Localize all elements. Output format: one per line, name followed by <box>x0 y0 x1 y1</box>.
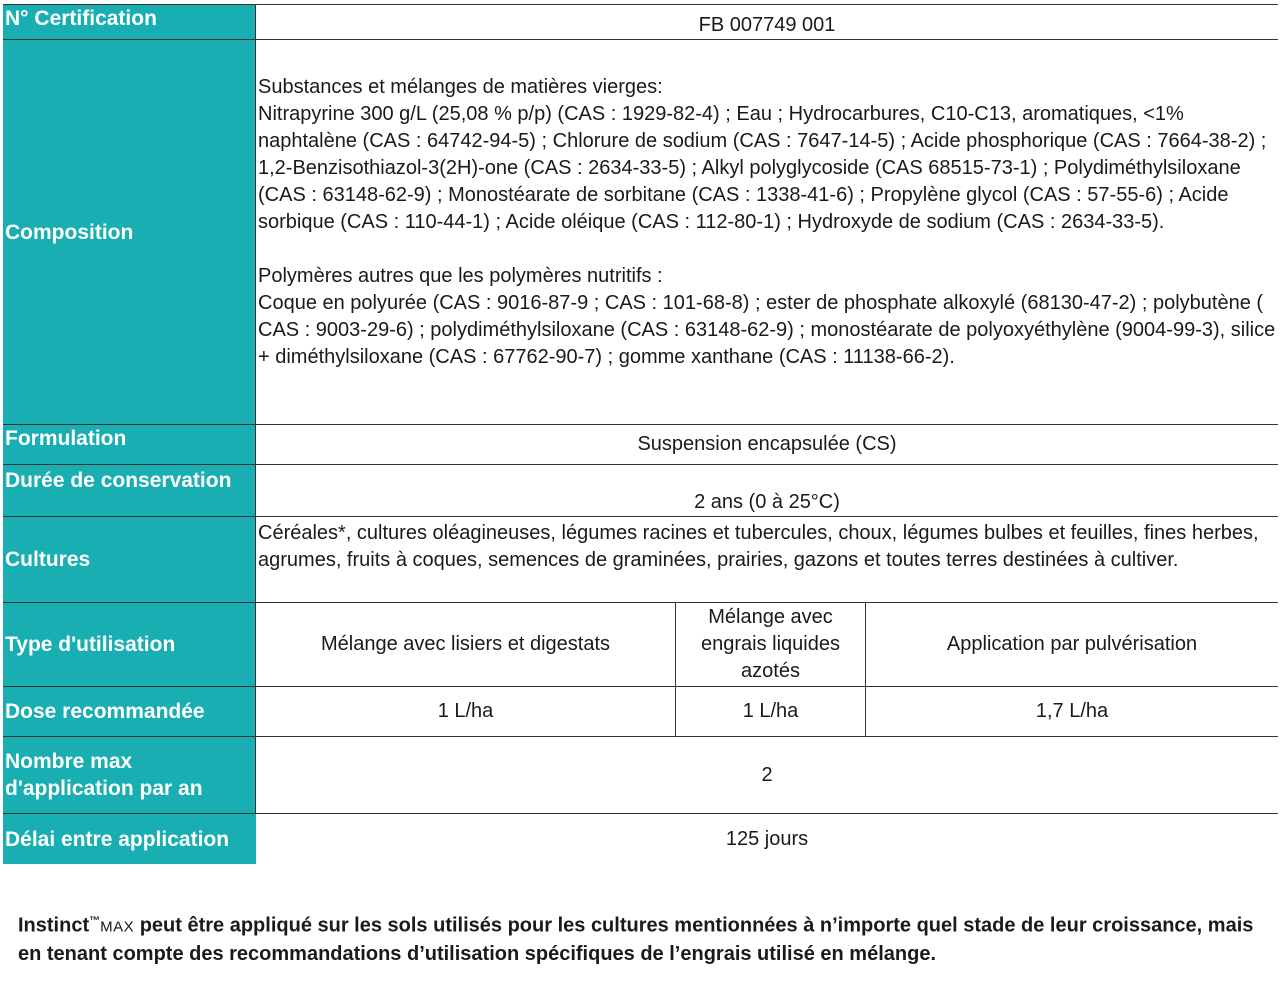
value-conservation: 2 ans (0 à 25°C) <box>694 491 840 513</box>
product-spec-table <box>3 4 1278 864</box>
usage-note <box>18 908 1268 968</box>
usage-col-liquid-fertilizer: Mélange avec engrais liquides azotés <box>676 603 866 686</box>
usage-col-spray: Application par pulvérisation <box>946 633 1198 655</box>
value-max-application: 2 <box>761 763 773 786</box>
composition-heading-polymers: Polymères autres que les polymères nutritifs : <box>258 265 663 287</box>
note-text: peut être appliqué sur les sols utilisés pour les cultures mentionnées à n’importe quel stade de leur croissance, mais en tenant compte des recommandations d’utilisation spécifiques de l’engrais utilisé en mélange. <box>18 914 1254 965</box>
dose-col-liquid-fertilizer: 1 L/ha <box>676 687 866 736</box>
label-usage: Type d'utilisation <box>3 603 256 686</box>
label-max-application: Nombre max d'application par an <box>3 737 256 813</box>
composition-virgin-list: Nitrapyrine 300 g/L (25,08 % p/p) (CAS : 1929-82-4) ; Eau ; Hydrocarbures, C10-C13, aromatiques, <1% naphtalène (CAS : 64742-94-5) ; Chlorure de sodium (CAS : 7647-14-5) ; Acide phosphorique (CAS : 7664-38-2) ; 1,2-Benzisothiazol-3(2H)-one (CAS : 2634-33-5) ; Alkyl polyglycoside (CAS 68515-73-1) ; Polydiméthylsiloxane (CAS : 63148-62-9) ; Monostéarate de sorbitane (CAS : 1338-41-6) ; Propylène glycol (CAS : 57-55-6) ; Acide sorbique (CAS : 110-44-1) ; Acide oléique (CAS : 112-80-1) ; Hydroxyde de sodium (CAS : 2634-33-5). <box>258 103 1267 233</box>
value-cultures: Céréales*, cultures oléagineuses, légumes racines et tubercules, choux, légumes bulbes et feuilles, fines herbes, agrumes, fruits à coques, semences de graminées, prairies, gazons et toutes terres destinées à cultiver. <box>258 522 1259 571</box>
row-conservation <box>3 465 1278 517</box>
dose-col-slurry: 1 L/ha <box>256 687 676 736</box>
label-composition: Composition <box>3 40 256 424</box>
row-delay <box>3 814 1278 864</box>
row-certification <box>3 4 1278 40</box>
label-formulation: Formulation <box>3 425 256 464</box>
row-max-application <box>3 737 1278 814</box>
value-delay: 125 jours <box>725 827 809 850</box>
composition-heading-virgin: Substances et mélanges de matières vierges: <box>258 76 663 98</box>
label-cultures: Cultures <box>3 517 256 602</box>
value-composition <box>256 40 1278 424</box>
brand-suffix: MAX <box>100 918 135 936</box>
row-composition <box>3 40 1278 425</box>
value-formulation: Suspension encapsulée (CS) <box>637 433 897 455</box>
value-certification: FB 007749 001 <box>698 14 836 36</box>
dose-columns <box>256 687 1278 736</box>
usage-col-slurry: Mélange avec lisiers et digestats <box>256 603 676 686</box>
trademark-symbol: ™ <box>89 915 101 927</box>
composition-polymers-list: Coque en polyurée (CAS : 9016-87-9 ; CAS : 101-68-8) ; ester de phosphate alkoxylé (68130-47-2) ; polybutène ( CAS : 9003-29-6) ; polydiméthylsiloxane (CAS : 63148-62-9) ; monostéarate de polyoxyéthylène (9004-99-3), silice + diméthylsiloxane (CAS : 67762-90-7) ; gomme xanthane (CAS : 11138-66-2). <box>258 292 1276 368</box>
label-delay: Délai entre application <box>3 814 256 864</box>
dose-col-spray: 1,7 L/ha <box>1035 700 1109 722</box>
row-cultures <box>3 517 1278 603</box>
row-dose <box>3 687 1278 737</box>
usage-columns <box>256 603 1278 686</box>
label-dose: Dose recommandée <box>3 687 256 736</box>
row-usage <box>3 603 1278 687</box>
label-certification: N° Certification <box>3 5 256 39</box>
label-conservation: Durée de conservation <box>3 465 256 516</box>
row-formulation <box>3 425 1278 465</box>
brand-name: Instinct <box>18 914 90 937</box>
